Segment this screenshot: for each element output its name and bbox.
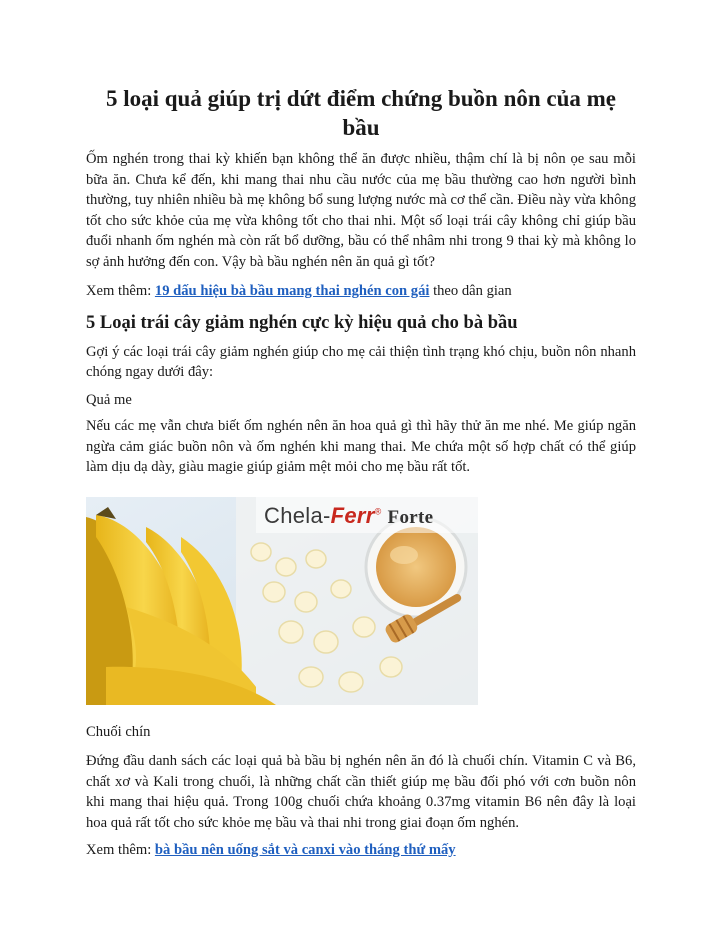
brand-registered-mark: ® [374, 506, 382, 517]
section-intro: Gợi ý các loại trái cây giảm nghén giúp cho mẹ cải thiện tình trạng khó chịu, buồn nôn nhanh chóng ngay dưới đây: [86, 343, 636, 380]
article-title: 5 loại quả giúp trị dứt điểm chứng buồn nôn của mẹ bầu [105, 86, 617, 140]
brand-text-forte: Forte [387, 506, 434, 528]
brand-text-a: Chela- [264, 502, 331, 528]
see-also-line-1 [86, 281, 636, 302]
brand-logo [264, 503, 433, 529]
see-also-line-2 [86, 840, 636, 861]
item2-name: Chuối chín [86, 723, 151, 740]
section-heading: 5 Loại trái cây giảm nghén cực kỳ hiệu quả cho bà bầu [86, 312, 518, 333]
see-also-prefix-2: Xem thêm: [86, 842, 155, 858]
item2-text: Đứng đầu danh sách các loại quả bà bầu bị nghén nên ăn đó là chuối chín. Vitamin C và B6, chất xơ và Kali trong chuối, là những chất cần thiết giúp mẹ bầu đối phó với cơn buồn nôn khi mang thai hiệu quả. Trong 100g chuối chứa khoảng 0.37mg vitamin B6 nên đây là loại hoa quả rất tốt cho sức khỏe mẹ bầu và thai nhi trong giai đoạn ốm nghén. [86, 753, 636, 831]
see-also-prefix: Xem thêm: [86, 283, 155, 299]
see-also-link-2[interactable]: bà bầu nên uống sắt và canxi vào tháng thứ mấy [154, 842, 456, 858]
banana-photo [86, 497, 478, 705]
see-also-suffix: theo dân gian [429, 283, 512, 299]
document-page [86, 84, 636, 861]
item1-name: Quả me [86, 391, 132, 408]
intro-paragraph: Ốm nghén trong thai kỳ khiến bạn không thể ăn được nhiều, thậm chí là bị nôn ọe sau mỗi bữa ăn. Chưa kể đến, khi mang thai nhu cầu nước của mẹ bầu thường cao hơn người bình thường, tuy nhiên nhiều bà mẹ không bổ sung lượng nước mà cơ thể cần. Điều này vừa không tốt cho sức khỏe của mẹ vừa không tốt cho thai nhi. Một số loại trái cây không chỉ giúp bầu đuổi nhanh ốm nghén mà còn rất bổ dưỡng, bầu có thể nhâm nhi trong 9 thai kỳ mà không lo sợ ảnh hưởng đến con. Vậy bà bầu nghén nên ăn quả gì tốt? [86, 151, 636, 270]
brand-text-ferr: Ferr [330, 502, 375, 528]
item1-text: Nếu các mẹ vẫn chưa biết ốm nghén nên ăn hoa quả gì thì hãy thử ăn me nhé. Me giúp ngăn ngừa cảm giác buồn nôn và ốm nghén khi mang thai. Me chứa một số hợp chất có thể giúp làm dịu dạ dày, giàu magie giúp giảm mệt mỏi cho mẹ bầu rất tốt. [86, 418, 636, 475]
see-also-link-1[interactable]: 19 dấu hiệu bà bầu mang thai nghén con gái [154, 283, 430, 299]
